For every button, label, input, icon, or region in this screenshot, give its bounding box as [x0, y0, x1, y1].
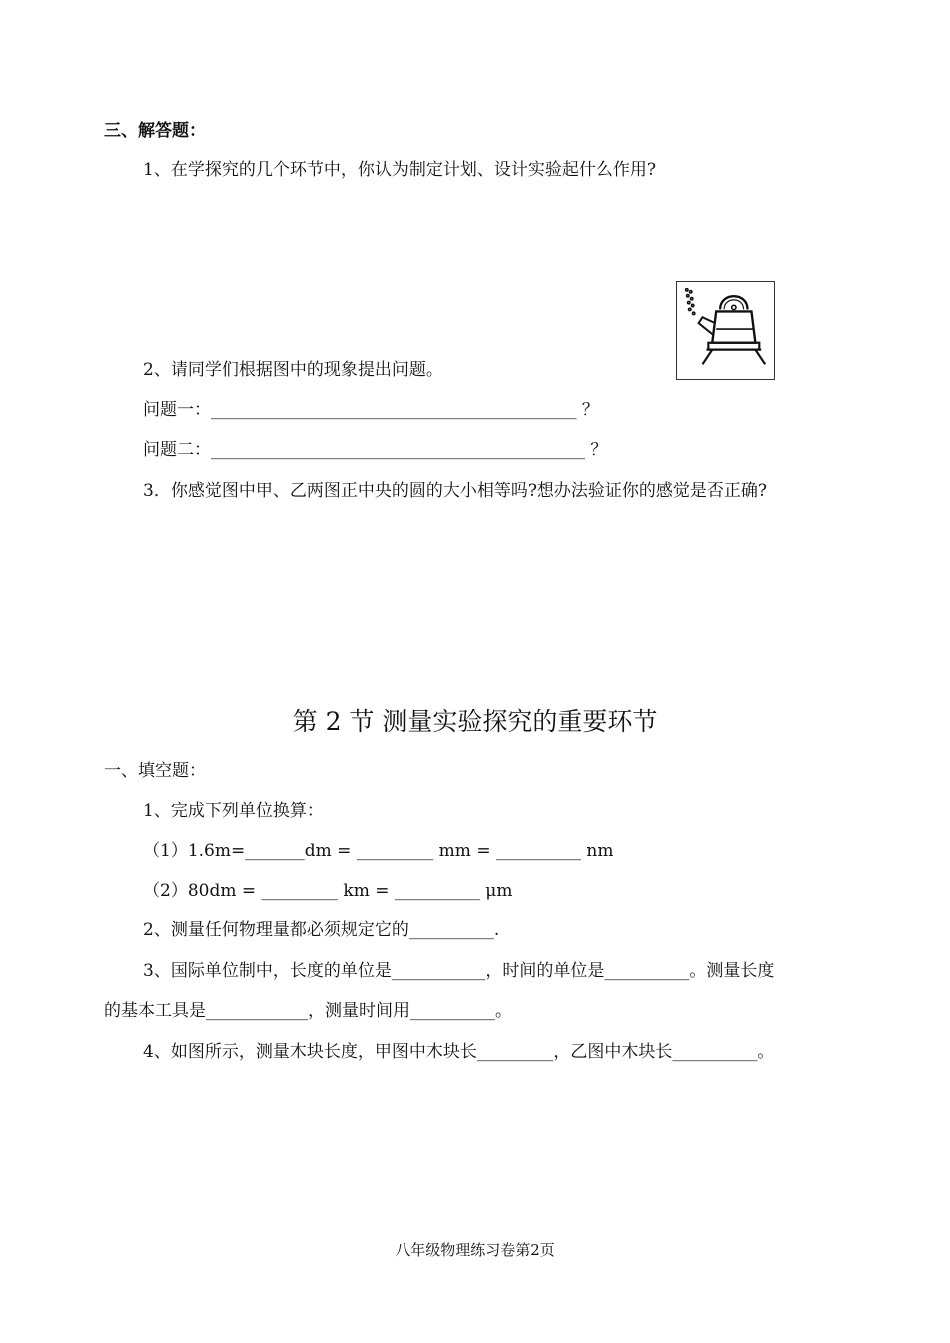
section1-question-4: 4、如图所示，测量木块长度，甲图中木块长_________，乙图中木块长__________。	[143, 1042, 775, 1062]
section3-question-3: 3．你感觉图中甲、乙两图正中央的圆的大小相等吗?想办法验证你的感觉是否正确?	[143, 481, 768, 501]
page-footer: 八年级物理练习卷第2页	[395, 1241, 555, 1259]
unit-conversion-b: （2）80dm = _________ km = __________ μm	[143, 881, 513, 901]
section3-question-2: 2、请同学们根据图中的现象提出问题。	[143, 360, 443, 380]
kettle-on-stove-icon	[677, 282, 774, 379]
section1-heading: 一、填空题：	[104, 761, 206, 781]
unit-conversion-a: （1）1.6m=_______dm = _________ mm = __________ nm	[143, 841, 614, 861]
section1-question-3-line-2: 的基本工具是____________，测量时间用__________。	[104, 1001, 512, 1021]
section1-question-3-line-1: 3、国际单位制中，长度的单位是___________，时间的单位是__________。测量长度	[143, 961, 775, 981]
kettle-figure	[676, 281, 775, 380]
section1-question-1: 1、完成下列单位换算：	[143, 801, 324, 821]
section-title: 第 2 节 测量实验探究的重要环节	[292, 707, 658, 736]
section1-question-2: 2、测量任何物理量都必须规定它的__________.	[143, 920, 500, 940]
question-2-blank-2: 问题二：____________________________________________ ？	[143, 440, 608, 460]
section3-heading: 三、解答题：	[104, 121, 206, 141]
question-2-blank-1: 问题一：___________________________________________ ？	[143, 400, 599, 420]
section3-question-1: 1、在学探究的几个环节中，你认为制定计划、设计实验起什么作用?	[143, 160, 656, 180]
